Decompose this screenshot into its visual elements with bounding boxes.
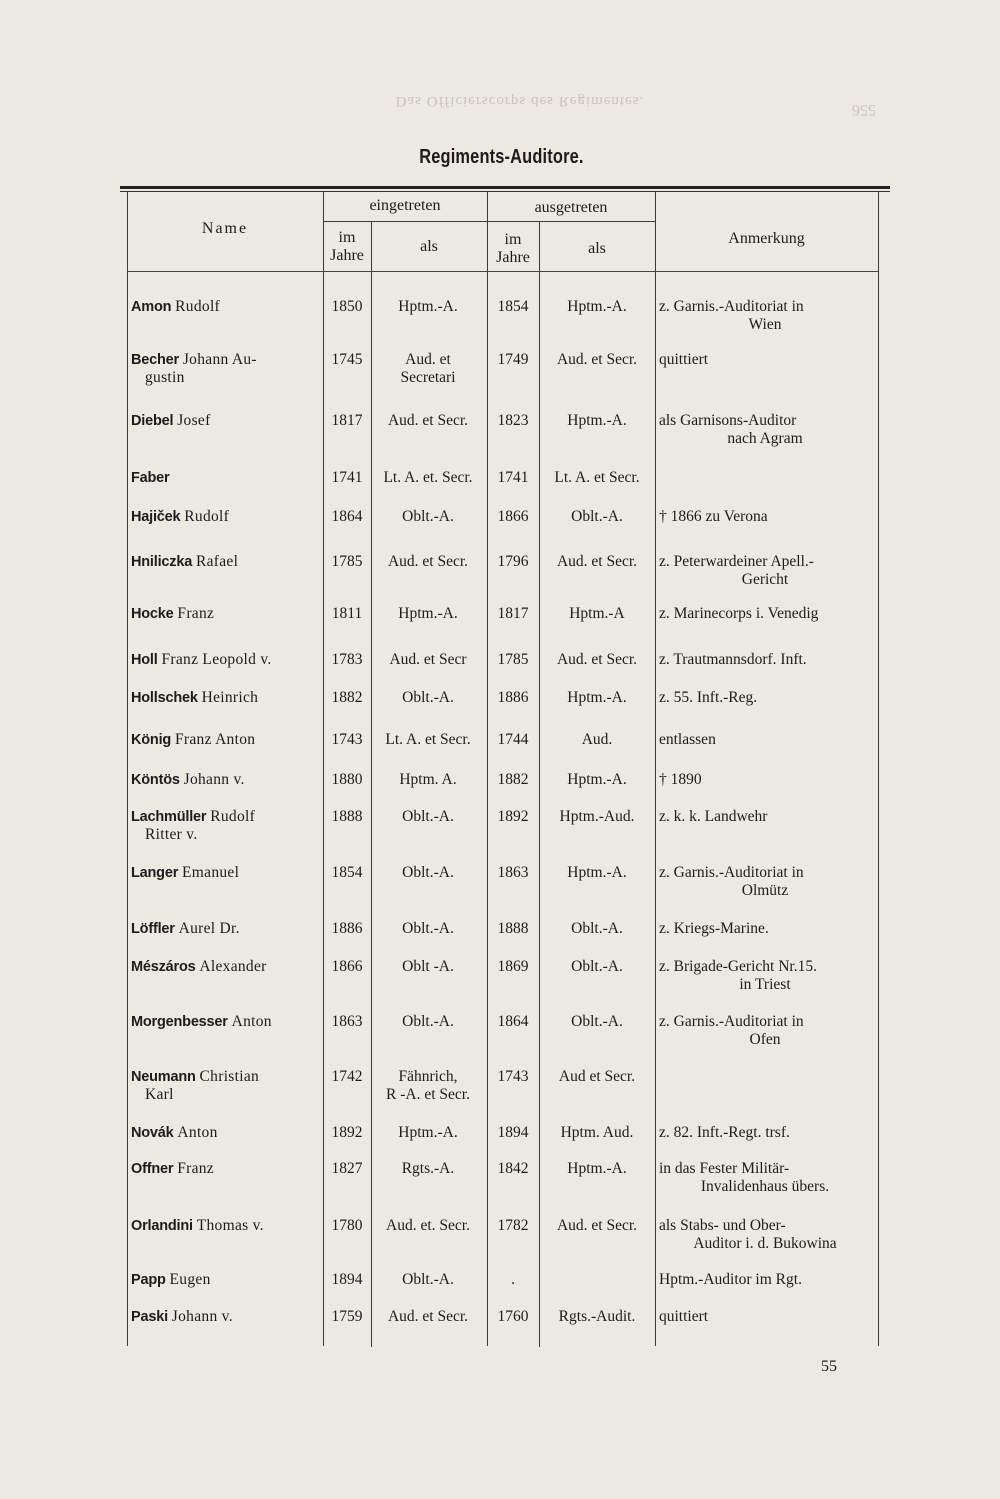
table-left-border — [127, 191, 128, 1346]
header-subrule — [323, 221, 655, 222]
entry-year: 1817 — [331, 412, 363, 429]
remark-line2: nach Agram — [727, 430, 803, 447]
bleed-through-page-number: 556 — [852, 101, 876, 118]
name-cell — [131, 1124, 321, 1142]
remark-line1: z. Kriegs-Marine. — [659, 920, 769, 937]
remark-line1: z. Brigade-Gericht Nr.15. — [659, 958, 817, 975]
name-cell — [131, 469, 321, 487]
given-name: Johann v. — [171, 1308, 233, 1325]
name-cell — [131, 1271, 321, 1289]
remark — [659, 508, 871, 526]
entry-rank-line1: Rgts.-A. — [401, 1160, 455, 1177]
name-cell — [131, 553, 321, 571]
entry-rank-line1: Oblt.-A. — [402, 689, 454, 706]
exit-rank: Aud. et Secr. — [556, 651, 638, 668]
entry-rank — [372, 1013, 484, 1031]
entry-rank-line1: Lt. A. et. Secr. — [383, 469, 473, 486]
entry-year: 1894 — [331, 1271, 363, 1288]
given-name: Franz Leopold v. — [161, 651, 272, 668]
entry-rank — [372, 651, 484, 669]
surname: Becher — [131, 352, 179, 368]
surname: Faber — [131, 470, 170, 486]
remark-line1: Hptm.-Auditor im Rgt. — [659, 1271, 802, 1288]
exit-rank: Hptm.-A. — [567, 1160, 627, 1177]
entry-rank-line1: Hptm. A. — [399, 771, 457, 788]
surname: König — [131, 732, 172, 748]
entry-rank — [372, 1124, 484, 1142]
exit-year: 1886 — [497, 689, 529, 706]
entry-rank — [372, 920, 484, 938]
remark — [659, 412, 871, 448]
surname: Papp — [131, 1272, 166, 1288]
given-name-continued: Karl — [145, 1086, 174, 1103]
surname: Köntös — [131, 772, 180, 788]
remark-line1: z. Garnis.-Auditoriat in — [659, 298, 804, 315]
given-name-continued: gustin — [145, 369, 185, 386]
exit-year: 1854 — [497, 298, 529, 315]
surname: Lachmüller — [131, 809, 207, 825]
remark — [659, 1271, 871, 1289]
surname: Paski — [131, 1309, 168, 1325]
exit-rank: Hptm.-A — [569, 605, 625, 622]
surname: Hocke — [131, 606, 174, 622]
entry-year: 1745 — [331, 351, 363, 368]
given-name: Emanuel — [182, 864, 240, 881]
name-cell — [131, 298, 321, 316]
remark — [659, 553, 871, 589]
remark-line1: in das Fester Militär- — [659, 1160, 790, 1177]
name-cell — [131, 412, 321, 430]
remark-line1: quittiert — [659, 351, 709, 368]
exit-rank: Aud. — [581, 731, 613, 748]
exit-year: 1864 — [497, 1013, 529, 1030]
remark-line1: quittiert — [659, 1308, 709, 1325]
surname: Novák — [131, 1125, 174, 1141]
name-cell — [131, 1160, 321, 1178]
exit-rank: Oblt.-A. — [571, 1013, 623, 1030]
exit-year: 1744 — [497, 731, 529, 748]
entry-rank-line1: Aud. et Secr. — [387, 412, 469, 429]
remark-line2: Ofen — [749, 1031, 781, 1048]
remark — [659, 1217, 871, 1253]
exit-rank: Hptm. Aud. — [560, 1124, 634, 1141]
entry-year: 1741 — [331, 469, 363, 486]
surname: Hniliczka — [131, 554, 193, 570]
entry-rank-line1: Oblt.-A. — [402, 1271, 454, 1288]
entry-year: 1864 — [331, 508, 363, 525]
entry-year: 1850 — [331, 298, 363, 315]
exit-year: 1882 — [497, 771, 529, 788]
given-name: Franz Anton — [174, 731, 256, 748]
header-anmerkung: Anmerkung — [728, 230, 805, 247]
entry-rank-line1: Aud. et — [405, 351, 451, 368]
exit-rank: Rgts.-Audit. — [558, 1308, 636, 1325]
given-name: Eugen — [169, 1271, 211, 1288]
exit-rank: Aud. et Secr. — [556, 1217, 638, 1234]
name-cell — [131, 1308, 321, 1326]
entry-rank — [372, 508, 484, 526]
entry-rank-line1: Hptm.-A. — [398, 1124, 458, 1141]
entry-rank-line1: Aud. et Secr. — [387, 1308, 469, 1325]
remark-line1: entlassen — [659, 731, 716, 748]
remark — [659, 731, 871, 749]
surname: Neumann — [131, 1069, 196, 1085]
given-name: Franz — [177, 605, 215, 622]
entry-rank — [372, 808, 484, 826]
given-name: Thomas v. — [196, 1217, 264, 1234]
entry-rank-line2: R -A. et Secr. — [386, 1086, 470, 1103]
name-cell — [131, 864, 321, 882]
exit-rank: Hptm.-A. — [567, 689, 627, 706]
entry-rank — [372, 731, 484, 749]
remark-line1: z. Garnis.-Auditoriat in — [659, 864, 804, 881]
name-cell — [131, 351, 321, 387]
entry-rank-line2: Secretari — [400, 369, 456, 386]
exit-year: 1796 — [497, 553, 529, 570]
remark-line1: z. 82. Inft.-Regt. trsf. — [659, 1124, 790, 1141]
entry-rank — [372, 1160, 484, 1178]
given-name: Rudolf — [175, 298, 221, 315]
exit-rank: Aud. et Secr. — [556, 351, 638, 368]
name-cell — [131, 1013, 321, 1031]
exit-rank: Hptm.-A. — [567, 298, 627, 315]
bleed-through-header: Das Officierscorps des Regimentes. — [395, 93, 645, 109]
exit-rank: Oblt.-A. — [571, 958, 623, 975]
entry-year: 1785 — [331, 553, 363, 570]
exit-year: 1888 — [497, 920, 529, 937]
entry-rank-line1: Aud. et Secr — [389, 651, 467, 668]
exit-year: 1866 — [497, 508, 529, 525]
name-cell — [131, 508, 321, 526]
entry-rank — [372, 412, 484, 430]
entry-rank — [372, 1271, 484, 1289]
header-als-2: als — [588, 240, 606, 257]
remark-line1: z. Garnis.-Auditoriat in — [659, 1013, 804, 1030]
given-name: Rafael — [195, 553, 239, 570]
remark-line2: Olmütz — [741, 882, 789, 899]
remark-line1: z. k. k. Landwehr — [659, 808, 768, 825]
header-ausgetreten: ausgetreten — [534, 199, 608, 216]
entry-year: 1866 — [331, 958, 363, 975]
remark-line1: z. Peterwardeiner Apell.- — [659, 553, 814, 570]
entry-year: 1854 — [331, 864, 363, 881]
remark — [659, 958, 871, 994]
entry-rank — [372, 553, 484, 571]
page-title: Regiments-Auditore. — [419, 146, 584, 168]
entry-rank-line1: Lt. A. et Secr. — [385, 731, 471, 748]
exit-year: 1785 — [497, 651, 529, 668]
remark — [659, 1160, 871, 1196]
entry-year: 1743 — [331, 731, 363, 748]
entry-rank — [372, 469, 484, 487]
given-name: Alexander — [199, 958, 267, 975]
remark-line1: z. 55. Inft.-Reg. — [659, 689, 758, 706]
exit-year: 1863 — [497, 864, 529, 881]
entry-year: 1882 — [331, 689, 363, 706]
name-cell — [131, 808, 321, 844]
given-name: Aurel Dr. — [178, 920, 240, 937]
entry-rank-line1: Oblt.-A. — [402, 920, 454, 937]
entry-year: 1892 — [331, 1124, 363, 1141]
given-name: Rudolf — [210, 808, 256, 825]
remark-line1: als Garnisons-Auditor — [659, 412, 797, 429]
surname: Diebel — [131, 413, 174, 429]
column-divider — [487, 191, 488, 1346]
exit-year: 1743 — [497, 1068, 529, 1085]
remark-line2: Invalidenhaus übers. — [700, 1178, 830, 1195]
given-name: Anton — [231, 1013, 272, 1030]
header-im-jahre-1: im Jahre — [330, 229, 364, 264]
exit-rank: Aud et Secr. — [558, 1068, 636, 1085]
exit-year: 1869 — [497, 958, 529, 975]
remark — [659, 605, 871, 623]
given-name: Anton — [177, 1124, 218, 1141]
surname: Mészáros — [131, 959, 196, 975]
name-cell — [131, 731, 321, 749]
exit-rank: Hptm.-A. — [567, 864, 627, 881]
exit-year: 1741 — [497, 469, 529, 486]
header-bottom-rule — [127, 271, 879, 272]
exit-rank: Hptm.-A. — [567, 412, 627, 429]
entry-year: 1888 — [331, 808, 363, 825]
remark — [659, 1124, 871, 1142]
remark — [659, 689, 871, 707]
given-name: Christian — [199, 1068, 260, 1085]
exit-year: 1894 — [497, 1124, 529, 1141]
exit-year: 1782 — [497, 1217, 529, 1234]
surname: Orlandini — [131, 1218, 193, 1234]
surname: Holl — [131, 652, 158, 668]
remark — [659, 920, 871, 938]
header-eingetreten: eingetreten — [369, 197, 441, 214]
exit-year: 1842 — [497, 1160, 529, 1177]
entry-rank — [372, 351, 484, 387]
entry-rank-line1: Oblt -A. — [402, 958, 454, 975]
entry-rank — [372, 771, 484, 789]
entry-year: 1742 — [331, 1068, 363, 1085]
remark — [659, 864, 871, 900]
remark — [659, 808, 871, 826]
entry-rank — [372, 864, 484, 882]
exit-year: 1760 — [497, 1308, 529, 1325]
remark — [659, 351, 871, 369]
entry-rank-line1: Oblt.-A. — [402, 1013, 454, 1030]
top-rule — [120, 186, 890, 189]
remark-line2: Wien — [748, 316, 782, 333]
entry-year: 1886 — [331, 920, 363, 937]
exit-year: 1817 — [497, 605, 529, 622]
given-name-continued: Ritter v. — [145, 826, 198, 843]
entry-rank — [372, 1217, 484, 1235]
entry-rank — [372, 958, 484, 976]
exit-year: . — [511, 1271, 515, 1288]
entry-rank — [372, 298, 484, 316]
entry-rank-line1: Aud. et. Secr. — [386, 1217, 470, 1234]
given-name: Heinrich — [201, 689, 259, 706]
entry-rank-line1: Hptm.-A. — [398, 298, 458, 315]
table-right-border — [878, 191, 879, 1346]
surname: Langer — [131, 865, 179, 881]
name-cell — [131, 605, 321, 623]
given-name: Josef — [177, 412, 211, 429]
entry-rank-line1: Hptm.-A. — [398, 605, 458, 622]
exit-rank: Oblt.-A. — [571, 920, 623, 937]
surname: Offner — [131, 1161, 174, 1177]
remark — [659, 1308, 871, 1326]
entry-year: 1880 — [331, 771, 363, 788]
remark-line1: † 1866 zu Verona — [659, 508, 768, 525]
exit-rank: Aud. et Secr. — [556, 553, 638, 570]
name-cell — [131, 651, 321, 669]
name-cell — [131, 1217, 321, 1235]
exit-rank: Hptm.-A. — [567, 771, 627, 788]
surname: Hollschek — [131, 690, 198, 706]
given-name: Rudolf — [184, 508, 230, 525]
remark — [659, 298, 871, 334]
header-als-1: als — [420, 238, 438, 255]
given-name: Franz — [177, 1160, 214, 1177]
remark-line1: als Stabs- und Ober- — [659, 1217, 786, 1234]
column-divider — [655, 191, 656, 1346]
name-cell — [131, 958, 321, 976]
name-cell — [131, 689, 321, 707]
given-name: Johann Au- — [182, 351, 257, 368]
header-name: Name — [201, 220, 249, 237]
entry-year: 1863 — [331, 1013, 363, 1030]
exit-rank: Lt. A. et Secr. — [554, 469, 640, 486]
remark-line2: in Triest — [739, 976, 791, 993]
entry-year: 1811 — [331, 605, 363, 622]
exit-rank: Hptm.-Aud. — [559, 808, 635, 825]
entry-rank-line1: Aud. et Secr. — [387, 553, 469, 570]
entry-rank-line1: Oblt.-A. — [402, 864, 454, 881]
name-cell — [131, 1068, 321, 1104]
remark — [659, 651, 871, 669]
entry-rank — [372, 689, 484, 707]
entry-rank — [372, 605, 484, 623]
entry-year: 1759 — [331, 1308, 363, 1325]
entry-rank-line1: Oblt.-A. — [402, 508, 454, 525]
remark — [659, 1013, 871, 1049]
exit-year: 1823 — [497, 412, 529, 429]
top-rule-thin — [120, 191, 890, 192]
exit-year: 1892 — [497, 808, 529, 825]
surname: Amon — [131, 299, 172, 315]
given-name: Johann v. — [183, 771, 245, 788]
entry-year: 1780 — [331, 1217, 363, 1234]
entry-rank — [372, 1308, 484, 1326]
remark-line1: z. Marinecorps i. Venedig — [659, 605, 819, 622]
surname: Morgenbesser — [131, 1014, 228, 1030]
name-cell — [131, 771, 321, 789]
surname: Hajiček — [131, 509, 181, 525]
remark-line1: † 1890 — [659, 771, 702, 788]
remark-line2: Auditor i. d. Bukowina — [693, 1235, 837, 1252]
exit-rank: Oblt.-A. — [571, 508, 623, 525]
column-divider — [323, 191, 324, 1346]
entry-year: 1783 — [331, 651, 363, 668]
header-im-jahre-2: im Jahre — [496, 231, 530, 266]
exit-year: 1749 — [497, 351, 529, 368]
remark-line2: Gericht — [741, 571, 789, 588]
entry-rank — [372, 1068, 484, 1104]
remark-line1: z. Trautmannsdorf. Inft. — [659, 651, 807, 668]
entry-rank-line1: Fähnrich, — [398, 1068, 458, 1085]
entry-year: 1827 — [331, 1160, 363, 1177]
name-cell — [131, 920, 321, 938]
surname: Löffler — [131, 921, 175, 937]
entry-rank-line1: Oblt.-A. — [402, 808, 454, 825]
remark — [659, 771, 871, 789]
page-number: 55 — [821, 1358, 837, 1375]
